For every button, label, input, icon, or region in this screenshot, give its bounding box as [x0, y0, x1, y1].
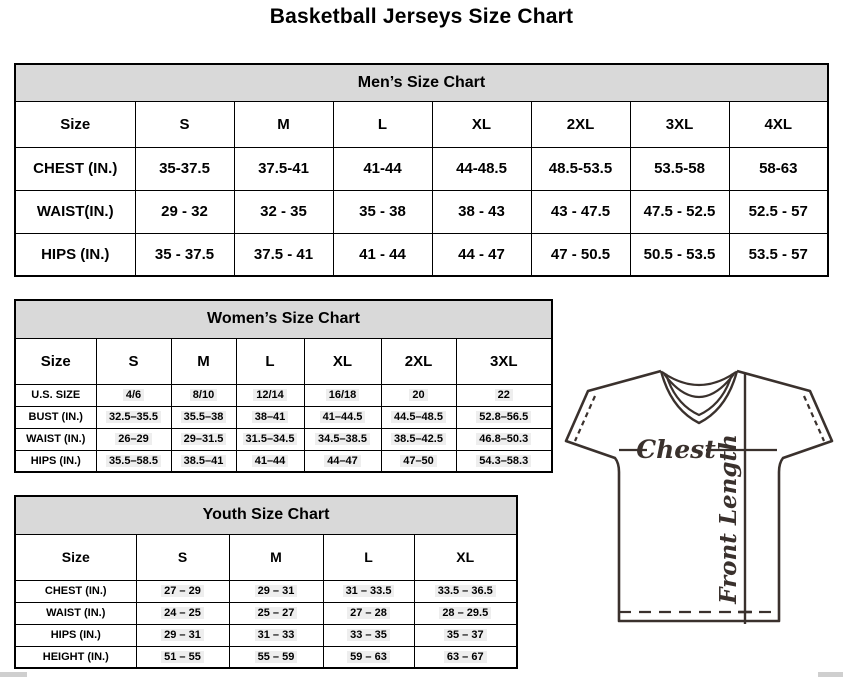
column-header: Size: [15, 101, 135, 147]
size-value: 24 – 25: [161, 607, 204, 619]
table-row: [15, 450, 552, 472]
page-title: Basketball Jerseys Size Chart: [269, 5, 574, 28]
size-value-cell: 43 - 47.5: [531, 190, 630, 233]
size-value: 47–50: [400, 455, 437, 467]
column-header: 4XL: [729, 101, 828, 147]
row-label: HIPS (IN.): [15, 450, 96, 472]
table-row: [15, 406, 552, 428]
size-value: 41–44: [252, 455, 289, 467]
row-label: CHEST (IN.): [15, 147, 135, 190]
size-value: 63 – 67: [444, 651, 487, 663]
youth-table-title: Youth Size Chart: [15, 496, 517, 534]
size-value-cell: 37.5-41: [234, 147, 333, 190]
size-value-cell: 44-48.5: [432, 147, 531, 190]
column-header: M: [229, 534, 323, 580]
size-value: 4/6: [123, 389, 144, 401]
size-value-cell: [171, 428, 236, 450]
size-value-cell: [414, 602, 517, 624]
size-value-cell: 53.5-58: [630, 147, 729, 190]
size-value: 35.5–38: [181, 411, 227, 423]
size-value-cell: 41-44: [333, 147, 432, 190]
size-value: 46.8–50.3: [476, 433, 531, 445]
table-row: [15, 233, 828, 276]
size-value: 51 – 55: [161, 651, 204, 663]
size-value-cell: [414, 580, 517, 602]
size-value-cell: [136, 624, 229, 646]
row-label: WAIST(IN.): [15, 190, 135, 233]
row-label: HIPS (IN.): [15, 233, 135, 276]
size-value: 38–41: [252, 411, 289, 423]
size-value-cell: [96, 428, 171, 450]
column-header: XL: [414, 534, 517, 580]
size-value-cell: [414, 646, 517, 668]
size-value-cell: [229, 580, 323, 602]
size-value-cell: [456, 384, 552, 406]
size-value: 52.8–56.5: [476, 411, 531, 423]
size-value-cell: [381, 384, 456, 406]
size-value: 33 – 35: [347, 629, 390, 641]
size-value-cell: 47.5 - 52.5: [630, 190, 729, 233]
size-value: 25 – 27: [255, 607, 298, 619]
size-value: 59 – 63: [347, 651, 390, 663]
size-value: 29–31.5: [181, 433, 227, 445]
column-header: XL: [304, 338, 381, 384]
size-value: 31 – 33: [255, 629, 298, 641]
size-value-cell: [236, 384, 304, 406]
size-value: 35 – 37: [444, 629, 487, 641]
table-row: [15, 300, 552, 338]
size-value-cell: [381, 450, 456, 472]
row-label: CHEST (IN.): [15, 580, 136, 602]
size-value-cell: [304, 450, 381, 472]
column-header: L: [236, 338, 304, 384]
column-header: 2XL: [531, 101, 630, 147]
size-value-cell: [171, 406, 236, 428]
size-value-cell: [229, 624, 323, 646]
size-value: 28 – 29.5: [439, 607, 491, 619]
size-value-cell: [456, 450, 552, 472]
table-row: [15, 384, 552, 406]
size-value-cell: [323, 580, 414, 602]
size-value: 55 – 59: [255, 651, 298, 663]
size-value-cell: [323, 602, 414, 624]
table-row: [15, 496, 517, 534]
mens-size-table: [14, 63, 829, 277]
size-value: 41–44.5: [320, 411, 366, 423]
table-row: [15, 602, 517, 624]
youth-size-table: [14, 495, 518, 669]
size-value: 44–47: [324, 455, 361, 467]
column-header: 3XL: [456, 338, 552, 384]
size-value: 26–29: [115, 433, 152, 445]
table-row: [15, 64, 828, 101]
size-value-cell: 32 - 35: [234, 190, 333, 233]
size-value-cell: 35-37.5: [135, 147, 234, 190]
size-value-cell: 52.5 - 57: [729, 190, 828, 233]
column-header: Size: [15, 338, 96, 384]
column-header: M: [171, 338, 236, 384]
size-value-cell: [414, 624, 517, 646]
size-value: 32.5–35.5: [106, 411, 161, 423]
column-header: S: [135, 101, 234, 147]
table-row: [15, 338, 552, 384]
size-value-cell: [236, 406, 304, 428]
size-value: 35.5–58.5: [106, 455, 161, 467]
front-length-label: Front Length: [715, 434, 742, 604]
size-value: 31 – 33.5: [343, 585, 395, 597]
size-value-cell: [304, 428, 381, 450]
row-label: WAIST (IN.): [15, 428, 96, 450]
size-value: 44.5–48.5: [391, 411, 446, 423]
size-value: 20: [409, 389, 427, 401]
table-row: [15, 101, 828, 147]
size-value-cell: [304, 406, 381, 428]
womens-size-table: [14, 299, 553, 473]
size-value: 16/18: [326, 389, 360, 401]
size-value-cell: 44 - 47: [432, 233, 531, 276]
column-header: 2XL: [381, 338, 456, 384]
table-row: [15, 534, 517, 580]
column-header: S: [136, 534, 229, 580]
row-label: HEIGHT (IN.): [15, 646, 136, 668]
size-value-cell: [136, 646, 229, 668]
table-row: [15, 646, 517, 668]
size-value: 33.5 – 36.5: [435, 585, 496, 597]
size-value-cell: [236, 428, 304, 450]
row-label: U.S. SIZE: [15, 384, 96, 406]
size-value-cell: [323, 646, 414, 668]
size-value: 27 – 29: [161, 585, 204, 597]
horizontal-scrollbar-fragment-left[interactable]: [0, 672, 27, 677]
size-value-cell: [229, 602, 323, 624]
row-label: BUST (IN.): [15, 406, 96, 428]
size-value-cell: [304, 384, 381, 406]
size-value-cell: [171, 450, 236, 472]
size-value-cell: 38 - 43: [432, 190, 531, 233]
size-value: 12/14: [253, 389, 287, 401]
chest-label: Chest: [636, 435, 716, 464]
size-value-cell: [136, 580, 229, 602]
size-value-cell: [96, 450, 171, 472]
mens-table-title: Men’s Size Chart: [15, 64, 828, 101]
size-value-cell: [229, 646, 323, 668]
size-value: 54.3–58.3: [476, 455, 531, 467]
column-header: S: [96, 338, 171, 384]
size-value-cell: [323, 624, 414, 646]
size-value-cell: 37.5 - 41: [234, 233, 333, 276]
size-value-cell: [171, 384, 236, 406]
column-header: L: [323, 534, 414, 580]
column-header: Size: [15, 534, 136, 580]
horizontal-scrollbar-fragment-right[interactable]: [818, 672, 843, 677]
size-value: 38.5–41: [181, 455, 227, 467]
table-row: [15, 190, 828, 233]
table-row: [15, 147, 828, 190]
size-value-cell: 53.5 - 57: [729, 233, 828, 276]
size-value-cell: 29 - 32: [135, 190, 234, 233]
size-value-cell: 41 - 44: [333, 233, 432, 276]
size-value: 38.5–42.5: [391, 433, 446, 445]
size-value-cell: 35 - 37.5: [135, 233, 234, 276]
table-row: [15, 580, 517, 602]
size-value-cell: 58-63: [729, 147, 828, 190]
row-label: WAIST (IN.): [15, 602, 136, 624]
size-value-cell: 35 - 38: [333, 190, 432, 233]
size-value-cell: [456, 428, 552, 450]
size-value-cell: [381, 428, 456, 450]
size-value: 29 – 31: [161, 629, 204, 641]
column-header: L: [333, 101, 432, 147]
size-value-cell: [96, 384, 171, 406]
size-value-cell: [381, 406, 456, 428]
jersey-measurement-diagram: [558, 362, 843, 674]
row-label: HIPS (IN.): [15, 624, 136, 646]
size-value: 29 – 31: [255, 585, 298, 597]
size-value-cell: [136, 602, 229, 624]
size-value: 22: [495, 389, 513, 401]
size-value-cell: [96, 406, 171, 428]
size-value-cell: 50.5 - 53.5: [630, 233, 729, 276]
table-row: [15, 428, 552, 450]
size-value: 8/10: [190, 389, 217, 401]
size-value-cell: [456, 406, 552, 428]
size-value-cell: [236, 450, 304, 472]
column-header: M: [234, 101, 333, 147]
size-value-cell: 48.5-53.5: [531, 147, 630, 190]
table-row: [15, 624, 517, 646]
womens-table-title: Women’s Size Chart: [15, 300, 552, 338]
size-value: 31.5–34.5: [243, 433, 298, 445]
column-header: 3XL: [630, 101, 729, 147]
jersey-outline: [566, 371, 832, 621]
column-header: XL: [432, 101, 531, 147]
size-value: 27 – 28: [347, 607, 390, 619]
size-value-cell: 47 - 50.5: [531, 233, 630, 276]
size-value: 34.5–38.5: [315, 433, 370, 445]
